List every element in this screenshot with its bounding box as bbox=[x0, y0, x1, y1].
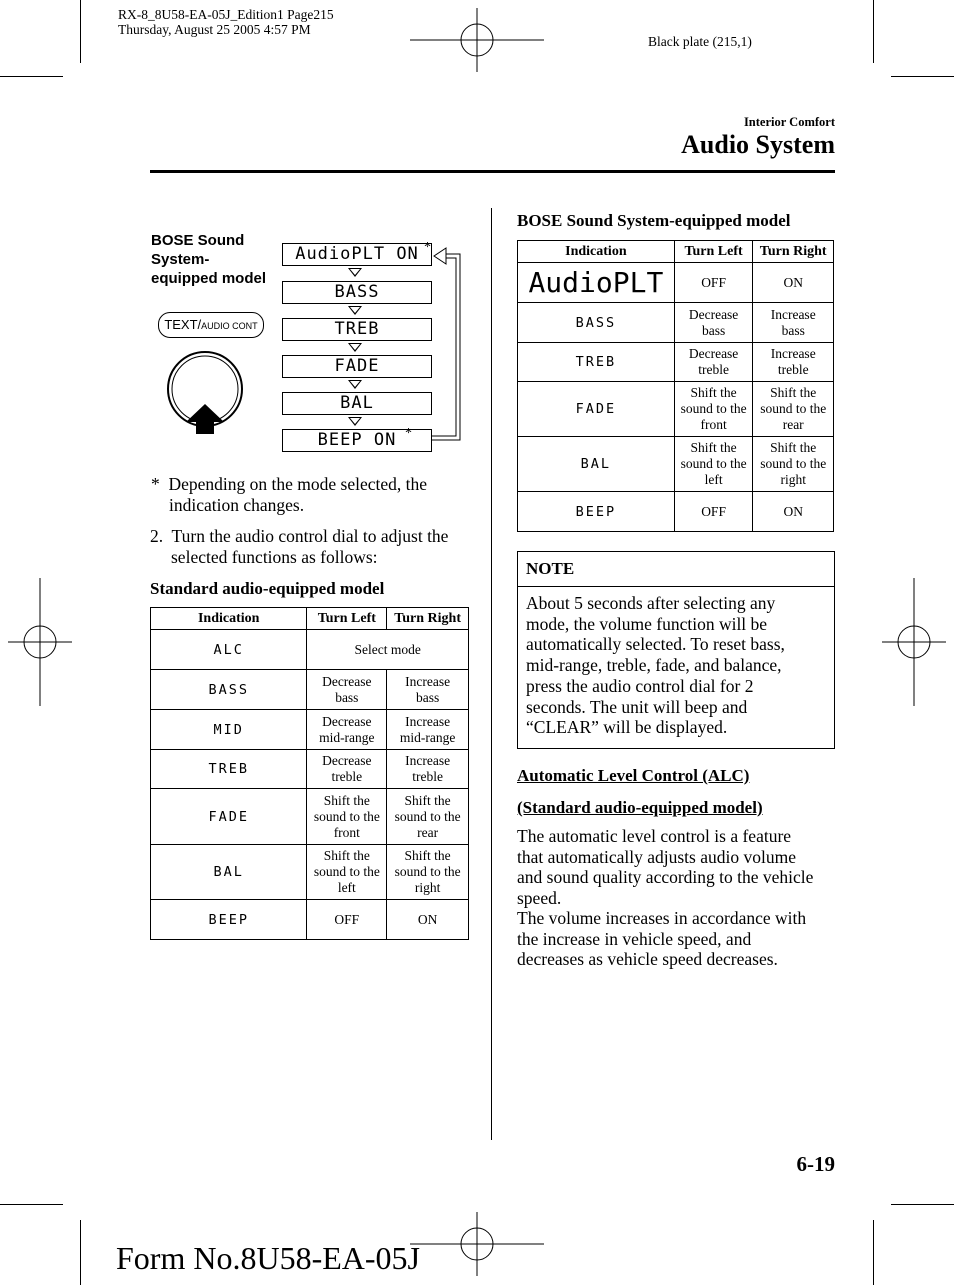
table-row bbox=[151, 750, 469, 789]
cell-line: Increase bbox=[405, 753, 451, 768]
cell-line: Decrease bbox=[322, 673, 372, 689]
diagram-caption-line: System- bbox=[151, 251, 210, 268]
cell-line: right bbox=[414, 880, 441, 895]
asterisk: * bbox=[424, 240, 431, 255]
turn-right-cell bbox=[387, 900, 469, 940]
indication-display: FADE bbox=[518, 382, 675, 437]
cell-line: front bbox=[333, 824, 360, 840]
cell-line: Increase bbox=[405, 673, 451, 689]
cell-line: sound to the bbox=[394, 864, 461, 879]
arrow-down-icon bbox=[348, 343, 362, 352]
indication-display: BASS bbox=[151, 670, 307, 710]
turn-right-cell bbox=[387, 789, 469, 845]
registration-mark-right bbox=[882, 578, 946, 706]
section-title: Audio System bbox=[681, 130, 835, 159]
cell-line: bass bbox=[335, 689, 359, 705]
turn-right-cell bbox=[387, 750, 469, 789]
turn-right-cell bbox=[753, 303, 834, 343]
step-2-line: 2. Turn the audio control dial to adjust the bbox=[150, 526, 449, 546]
alc-line: speed. bbox=[517, 887, 562, 908]
table-row bbox=[518, 437, 834, 492]
alc-line: that automatically adjusts audio volume bbox=[517, 846, 796, 867]
footnote-line: * Depending on the mode selected, the bbox=[151, 474, 428, 494]
cell-line: bass bbox=[781, 322, 805, 338]
registration-mark-top bbox=[410, 8, 544, 72]
cell-line: rear bbox=[782, 417, 804, 432]
note-line: “CLEAR” will be displayed. bbox=[526, 717, 728, 738]
turn-right-cell bbox=[753, 343, 834, 382]
indication-display: BAL bbox=[151, 845, 307, 900]
cell-line: Increase bbox=[405, 713, 451, 729]
cell-line: Decrease bbox=[322, 753, 372, 768]
indication-display: BEEP bbox=[151, 900, 307, 940]
crop-mark bbox=[873, 1220, 874, 1285]
table-row bbox=[151, 845, 469, 900]
turn-left-cell bbox=[307, 750, 387, 789]
note-line: About 5 seconds after selecting any bbox=[526, 593, 776, 613]
turn-left-cell bbox=[674, 492, 753, 532]
standard-table-heading: Standard audio-equipped model bbox=[150, 579, 385, 598]
diagram-caption bbox=[151, 231, 266, 288]
cell-line: Shift the bbox=[404, 848, 451, 863]
cell-line: mid-range bbox=[399, 729, 456, 745]
alc-line: decreases as vehicle speed decreases. bbox=[517, 949, 778, 969]
button-label: TEXT/ bbox=[164, 317, 202, 332]
cell-line: treble bbox=[412, 769, 443, 784]
crop-mark bbox=[80, 1220, 81, 1285]
button-sublabel: AUDIO CONT bbox=[201, 321, 258, 331]
cell-line: Increase bbox=[770, 306, 816, 322]
cell-line: treble bbox=[777, 362, 809, 377]
cell-line: left bbox=[704, 472, 723, 487]
table-row bbox=[151, 670, 469, 710]
bose-table-heading: BOSE Sound System-equipped model bbox=[517, 211, 791, 230]
cell-line: bass bbox=[701, 322, 726, 338]
alc-line: The automatic level control is a feature bbox=[517, 826, 792, 846]
cell-line: Decrease bbox=[322, 713, 372, 729]
turn-left-cell bbox=[674, 343, 753, 382]
step-fade: FADE bbox=[282, 355, 432, 378]
alc-heading-text: Automatic Level Control (ALC) bbox=[517, 766, 750, 785]
turn-left-cell bbox=[674, 437, 753, 492]
note-box bbox=[517, 551, 835, 749]
section-category: Interior Comfort bbox=[743, 115, 835, 129]
table-row bbox=[151, 710, 469, 750]
alc-heading bbox=[517, 766, 749, 786]
asterisk: * bbox=[405, 426, 412, 441]
cell-line: treble bbox=[698, 362, 729, 377]
audio-control-dial-icon bbox=[164, 344, 248, 440]
table-row bbox=[518, 343, 834, 382]
cell-line: Shift the bbox=[323, 792, 370, 808]
cell-line: Shift the bbox=[690, 385, 737, 400]
turn-left-cell bbox=[307, 845, 387, 900]
indication-display: BASS bbox=[518, 303, 675, 343]
step-bass: BASS bbox=[282, 281, 432, 304]
crop-mark bbox=[873, 0, 874, 63]
table-row bbox=[151, 900, 469, 940]
cell-line: sound to the bbox=[313, 808, 380, 824]
alc-subheading-text: (Standard audio-equipped model) bbox=[517, 798, 763, 817]
col-header-turn-right: Turn Right bbox=[753, 241, 834, 263]
table-row bbox=[518, 492, 834, 532]
cell-line: Shift the bbox=[323, 848, 370, 863]
form-number: Form No.8U58-EA-05J bbox=[116, 1240, 420, 1276]
note-body bbox=[518, 587, 834, 744]
indication-display: TREB bbox=[151, 750, 307, 789]
table-row bbox=[518, 263, 834, 303]
turn-right-cell bbox=[753, 437, 834, 492]
crop-mark bbox=[891, 76, 954, 77]
cell-line: ON bbox=[783, 274, 803, 290]
turn-right-cell bbox=[753, 382, 834, 437]
cell-line: OFF bbox=[334, 911, 360, 927]
arrow-down-icon bbox=[348, 268, 362, 277]
table-row bbox=[518, 382, 834, 437]
indication-display: MID bbox=[151, 710, 307, 750]
arrow-down-icon bbox=[348, 417, 362, 426]
cell-line: ON bbox=[417, 911, 438, 927]
cell-line: OFF bbox=[701, 274, 726, 290]
header-rule bbox=[150, 170, 835, 173]
turn-left-cell bbox=[307, 900, 387, 940]
note-line: mode, the volume function will be bbox=[526, 613, 768, 634]
indication-display: ALC bbox=[151, 630, 307, 670]
table-row bbox=[151, 630, 469, 670]
loop-return-arrow-icon bbox=[430, 244, 466, 444]
standard-audio-table bbox=[150, 607, 469, 940]
col-header-indication: Indication bbox=[518, 241, 675, 263]
arrow-down-icon bbox=[348, 380, 362, 389]
registration-mark-left bbox=[8, 578, 72, 706]
cell-line: rear bbox=[417, 824, 439, 840]
note-line: automatically selected. To reset bass, bbox=[526, 634, 785, 655]
turn-left-cell bbox=[674, 303, 753, 343]
alc-subheading bbox=[517, 798, 763, 818]
page-number: 6-19 bbox=[796, 1152, 835, 1176]
footnote-line: indication changes. bbox=[169, 495, 305, 515]
cell-line: ON bbox=[783, 503, 803, 519]
arrow-down-icon bbox=[348, 306, 362, 315]
alc-body bbox=[517, 826, 813, 970]
cell-line: sound to the bbox=[760, 456, 827, 471]
crop-mark bbox=[891, 1204, 954, 1205]
turn-left-cell bbox=[674, 263, 753, 303]
turn-left-cell bbox=[307, 789, 387, 845]
print-header-plate: Black plate (215,1) bbox=[648, 34, 752, 49]
turn-right-cell bbox=[387, 845, 469, 900]
col-header-indication: Indication bbox=[151, 608, 307, 630]
table-row bbox=[151, 789, 469, 845]
alc-line: and sound quality according to the vehicle bbox=[517, 867, 814, 887]
cell-line: OFF bbox=[701, 503, 726, 519]
cell-line: Decrease bbox=[688, 306, 739, 322]
note-line: mid-range, treble, fade, and balance, bbox=[526, 655, 782, 676]
merged-cell: Select mode bbox=[307, 630, 469, 670]
diagram-caption-line: equipped model bbox=[151, 270, 267, 287]
turn-left-cell bbox=[674, 382, 753, 437]
alc-line: The volume increases in accordance with bbox=[517, 908, 807, 928]
indication-display: TREB bbox=[518, 343, 675, 382]
cell-line: mid-range bbox=[319, 729, 375, 745]
turn-right-cell bbox=[387, 710, 469, 750]
step-treb: TREB bbox=[282, 318, 432, 341]
note-title: NOTE bbox=[518, 552, 834, 587]
cell-line: bass bbox=[415, 689, 440, 705]
cell-line: Increase bbox=[770, 346, 816, 361]
cell-line: left bbox=[337, 880, 356, 895]
cell-line: right bbox=[780, 472, 806, 487]
cell-line: Shift the bbox=[404, 792, 451, 808]
cell-line: sound to the bbox=[680, 456, 747, 471]
turn-right-cell bbox=[387, 670, 469, 710]
turn-right-cell bbox=[753, 492, 834, 532]
cell-line: Shift the bbox=[690, 440, 737, 455]
step-beep: BEEP ON bbox=[282, 429, 432, 452]
crop-mark bbox=[0, 76, 63, 77]
note-line: press the audio control dial for 2 bbox=[526, 675, 754, 696]
text-audio-cont-button bbox=[158, 312, 264, 338]
indication-display: AudioPLT bbox=[518, 263, 675, 303]
column-divider bbox=[491, 208, 492, 1140]
cell-line: sound to the bbox=[313, 864, 380, 879]
cell-line: Shift the bbox=[770, 440, 817, 455]
cell-line: Shift the bbox=[770, 385, 817, 400]
cell-line: sound to the bbox=[394, 808, 461, 824]
cell-line: treble bbox=[331, 769, 363, 784]
indication-display: FADE bbox=[151, 789, 307, 845]
print-header-file: RX-8_8U58-EA-05J_Edition1 Page215 bbox=[118, 7, 334, 22]
turn-right-cell bbox=[753, 263, 834, 303]
indication-display: BAL bbox=[518, 437, 675, 492]
col-header-turn-left: Turn Left bbox=[307, 608, 387, 630]
step-bal: BAL bbox=[282, 392, 432, 415]
diagram-caption-line: BOSE Sound bbox=[151, 232, 245, 249]
cell-line: Decrease bbox=[688, 346, 739, 361]
turn-left-cell bbox=[307, 670, 387, 710]
step-audioplt: AudioPLT ON bbox=[282, 243, 432, 266]
crop-mark bbox=[80, 0, 81, 63]
cell-line: sound to the bbox=[760, 401, 827, 416]
indication-display: BEEP bbox=[518, 492, 675, 532]
table-row bbox=[518, 303, 834, 343]
col-header-turn-right: Turn Right bbox=[387, 608, 469, 630]
note-line: seconds. The unit will beep and bbox=[526, 696, 748, 717]
alc-line: the increase in vehicle speed, and bbox=[517, 928, 752, 949]
crop-mark bbox=[0, 1204, 63, 1205]
print-header-date: Thursday, August 25 2005 4:57 PM bbox=[118, 22, 311, 37]
bose-audio-table bbox=[517, 240, 834, 532]
cell-line: sound to the bbox=[680, 401, 747, 416]
step-2-line: selected functions as follows: bbox=[171, 547, 378, 567]
turn-left-cell bbox=[307, 710, 387, 750]
cell-line: front bbox=[700, 417, 727, 432]
col-header-turn-left: Turn Left bbox=[674, 241, 753, 263]
registration-mark-bottom bbox=[410, 1212, 544, 1276]
